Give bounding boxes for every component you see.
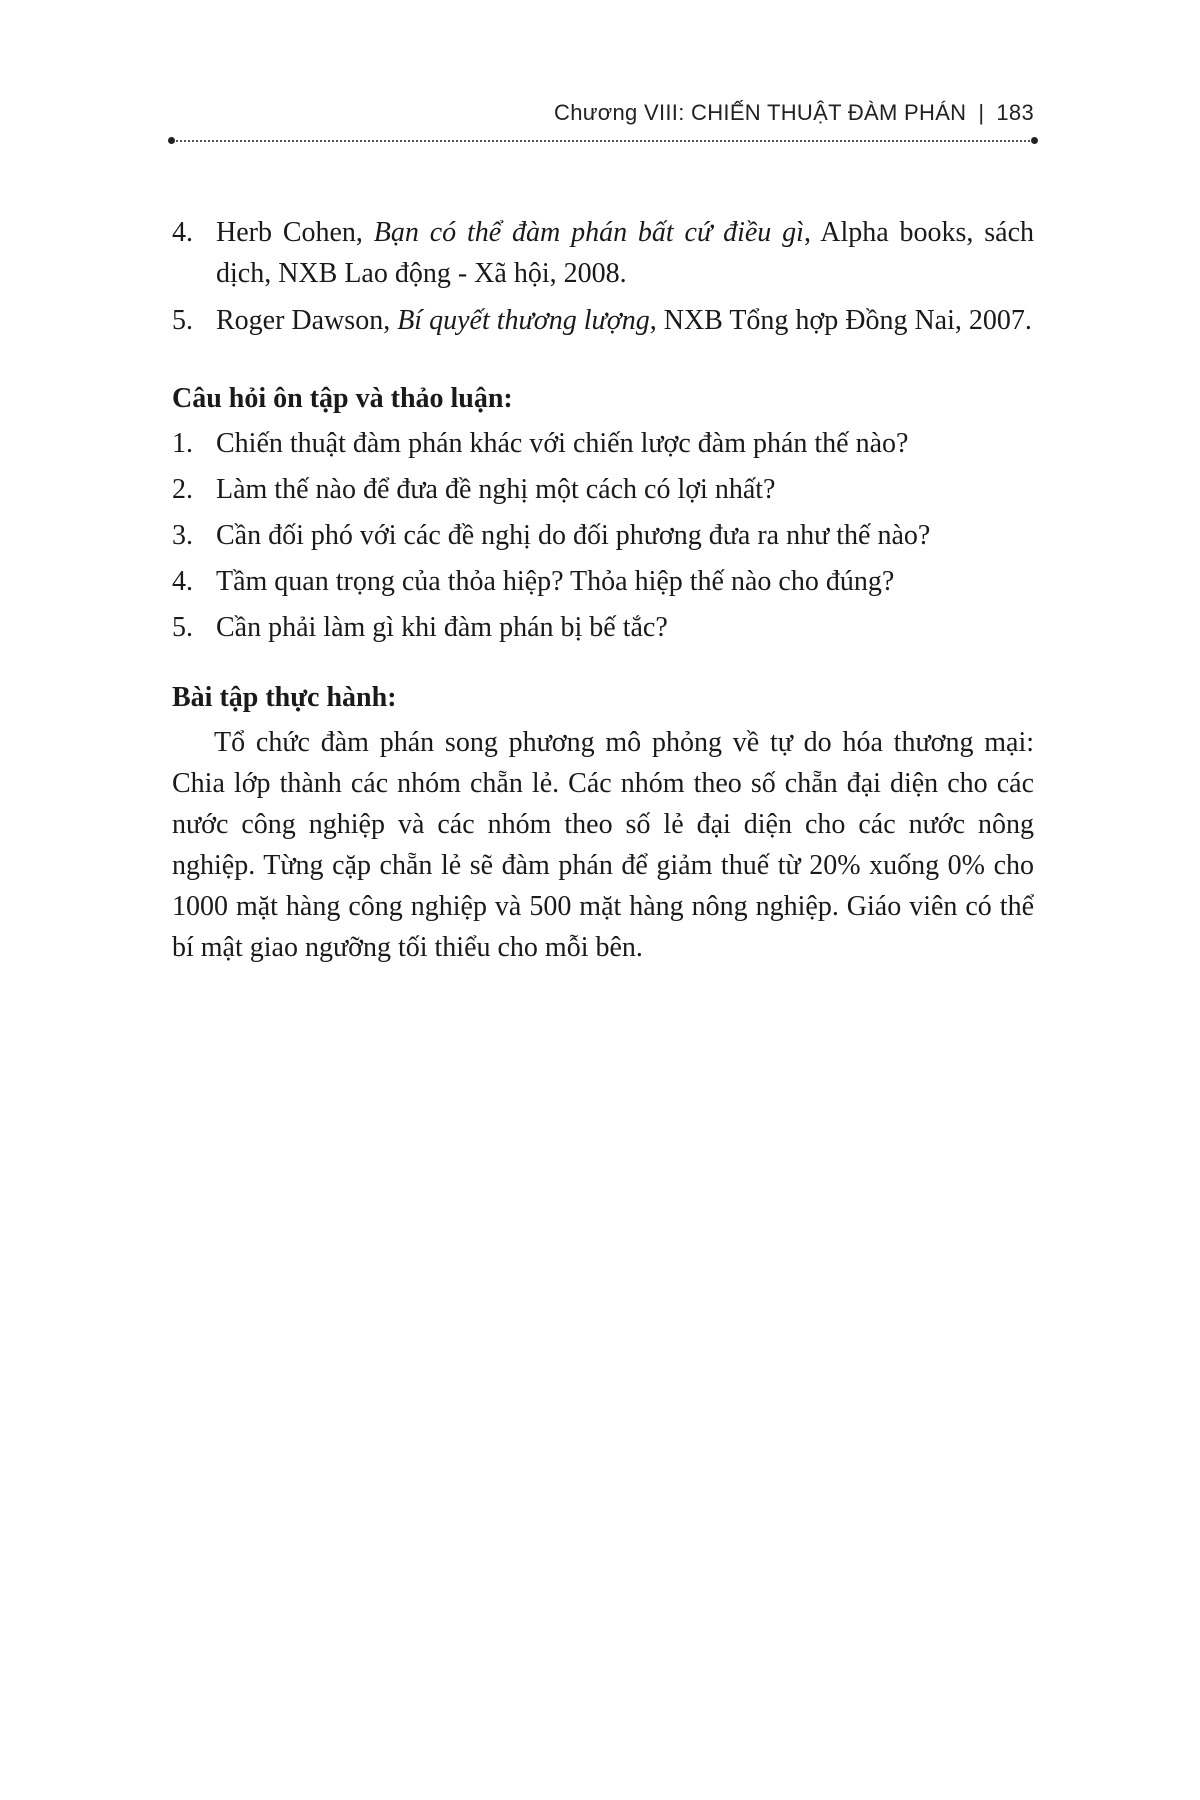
rule-end-dot-right xyxy=(1031,137,1038,144)
question-item xyxy=(172,607,1034,648)
practice-paragraph: Tổ chức đàm phán song phương mô phỏng về tự do hóa thương mại: Chia lớp thành các nhóm chẵn lẻ. Các nhóm theo số chẵn đại diện cho các nước công nghiệp và các nhóm theo số lẻ đại diện cho các nước nông nghiệp. Từng cặp chẵn lẻ sẽ đàm phán để giảm thuế từ 20% xuống 0% cho 1000 mặt hàng công nghiệp và 500 mặt hàng nông nghiệp. Giáo viên có thể bí mật giao ngưỡng tối thiểu cho mỗi bên. xyxy=(172,727,1034,963)
reference-text xyxy=(216,300,1034,341)
practice-heading: Bài tập thực hành: xyxy=(172,682,397,713)
question-item xyxy=(172,423,1034,464)
questions-heading: Câu hỏi ôn tập và thảo luận: xyxy=(172,383,513,414)
question-number: 1. xyxy=(172,428,193,459)
questions-list xyxy=(172,423,1034,648)
question-text: Cần đối phó với các đề nghị do đối phương đưa ra như thế nào? xyxy=(216,520,931,551)
question-text: Chiến thuật đàm phán khác với chiến lược đàm phán thế nào? xyxy=(216,428,909,459)
page-body xyxy=(172,212,1034,968)
question-number: 3. xyxy=(172,520,193,551)
question-text: Tầm quan trọng của thỏa hiệp? Thỏa hiệp thế nào cho đúng? xyxy=(216,566,895,597)
reference-list xyxy=(172,212,1034,341)
reference-item xyxy=(172,212,1034,294)
question-number: 4. xyxy=(172,566,193,597)
running-header xyxy=(172,100,1034,136)
reference-number: 4. xyxy=(172,217,193,248)
reference-text xyxy=(216,212,1034,294)
header-separator: | xyxy=(978,100,985,125)
question-number: 2. xyxy=(172,474,193,505)
header-rule xyxy=(172,140,1034,142)
chapter-title: Chương VIII: CHIẾN THUẬT ĐÀM PHÁN xyxy=(554,100,967,125)
question-text: Cần phải làm gì khi đàm phán bị bế tắc? xyxy=(216,612,668,643)
reference-title: Bí quyết thương lượng xyxy=(397,305,650,336)
reference-number: 5. xyxy=(172,305,193,336)
reference-details: , Alpha books, sách dịch, NXB Lao động - Xã hội, 2008. xyxy=(216,217,1034,289)
reference-item xyxy=(172,300,1034,341)
page-number: 183 xyxy=(996,100,1034,125)
question-text: Làm thế nào để đưa đề nghị một cách có lợi nhất? xyxy=(216,474,776,505)
reference-title: Bạn có thể đàm phán bất cứ điều gì xyxy=(373,217,804,248)
rule-end-dot-left xyxy=(168,137,175,144)
question-number: 5. xyxy=(172,612,193,643)
reference-details: , NXB Tổng hợp Đồng Nai, 2007. xyxy=(649,305,1032,336)
question-item xyxy=(172,561,1034,602)
question-item xyxy=(172,469,1034,510)
reference-author: Herb Cohen, xyxy=(216,217,374,248)
question-item xyxy=(172,515,1034,556)
reference-author: Roger Dawson, xyxy=(216,305,398,336)
